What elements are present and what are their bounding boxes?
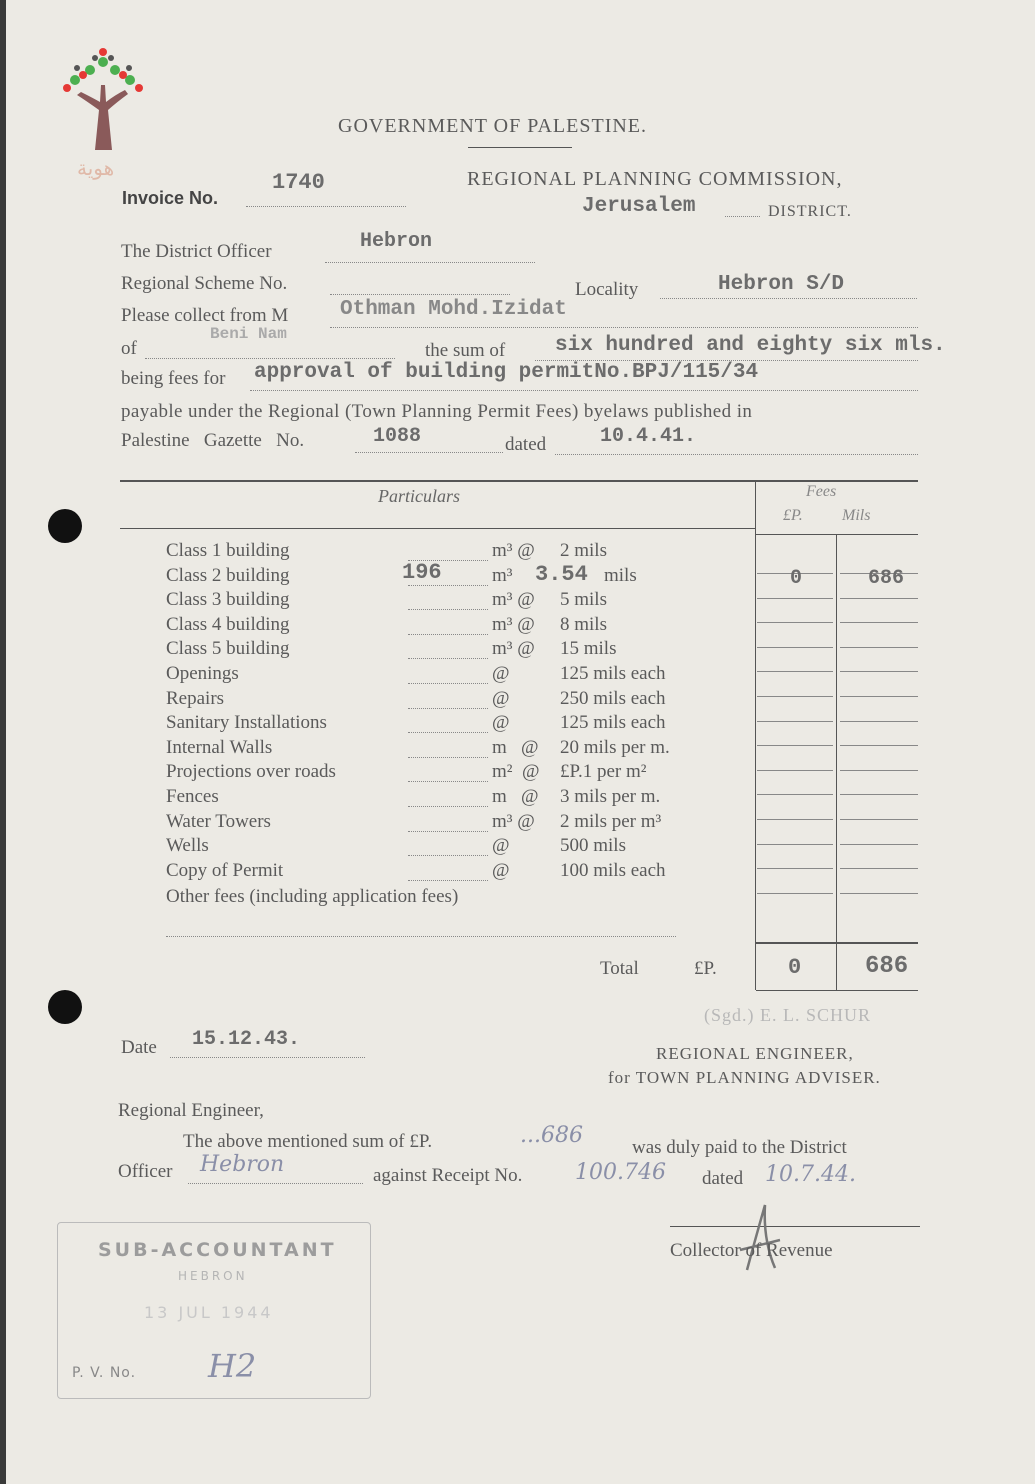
row-item: Class 2 building bbox=[166, 565, 290, 586]
row-rate: 15 mils bbox=[560, 638, 617, 659]
byelaws-text: payable under the Regional (Town Planning Permit Fees) byelaws published in bbox=[121, 401, 753, 422]
row-unit: m³ @ bbox=[492, 589, 535, 610]
row-unit: @ bbox=[492, 835, 510, 856]
pv-label: P. V. No. bbox=[72, 1365, 137, 1381]
scan-edge bbox=[0, 0, 6, 1484]
payment-line-a: The above mentioned sum of £P. bbox=[183, 1131, 433, 1152]
stamp-line-2: HEBRON bbox=[178, 1269, 248, 1283]
punch-hole bbox=[48, 990, 82, 1024]
locality-label: Locality bbox=[575, 279, 639, 300]
row-item: Class 3 building bbox=[166, 589, 290, 610]
fees-for-value: approval of building permitNo.BPJ/115/34 bbox=[254, 361, 759, 384]
logo bbox=[55, 40, 150, 180]
district-officer-value: Hebron bbox=[360, 230, 433, 253]
row-rate: 100 mils each bbox=[560, 860, 666, 881]
gazette-date: 10.4.41. bbox=[600, 425, 697, 448]
receipt-label: against Receipt No. bbox=[373, 1165, 523, 1186]
row-item: Copy of Permit bbox=[166, 860, 284, 881]
particulars-underline bbox=[120, 528, 756, 529]
row-rate: 8 mils bbox=[560, 614, 607, 635]
total-currency: £P. bbox=[694, 958, 717, 979]
row-item: Water Towers bbox=[166, 811, 271, 832]
total-bottom-rule bbox=[756, 990, 918, 991]
receipt-date: 10.7.44. bbox=[765, 1162, 856, 1187]
row-item: Class 5 building bbox=[166, 638, 290, 659]
tree-logo-icon bbox=[55, 40, 150, 155]
row-unit: m³ @ bbox=[492, 811, 535, 832]
other-fees-label: Other fees (including application fees) bbox=[166, 886, 459, 907]
stamp-date: 13 JUL 1944 bbox=[144, 1303, 274, 1322]
row-rate: 3 mils per m. bbox=[560, 786, 661, 807]
collector-signature-icon bbox=[735, 1200, 785, 1275]
total-lp: 0 bbox=[788, 955, 802, 980]
sub-accountant-stamp bbox=[57, 1222, 371, 1399]
row-item: Class 4 building bbox=[166, 614, 290, 635]
date-value: 15.12.43. bbox=[192, 1028, 301, 1051]
commission-heading: REGIONAL PLANNING COMMISSION, bbox=[467, 168, 843, 190]
row-rate: 500 mils bbox=[560, 835, 626, 856]
invoice-label: Invoice No. bbox=[122, 188, 219, 208]
row-item: Sanitary Installations bbox=[166, 712, 327, 733]
gazette-dated-label: dated bbox=[505, 434, 547, 455]
row-unit: @ bbox=[492, 688, 510, 709]
punch-hole bbox=[48, 509, 82, 543]
lp-header: £P. bbox=[783, 507, 803, 524]
row-rate: 20 mils per m. bbox=[560, 737, 670, 758]
fees-divider bbox=[836, 534, 837, 990]
mils-header: Mils bbox=[842, 507, 871, 524]
table-top-rule bbox=[120, 480, 918, 482]
heading-rule bbox=[468, 147, 572, 148]
payment-officer-label: Officer bbox=[118, 1161, 173, 1182]
government-heading: GOVERNMENT OF PALESTINE. bbox=[338, 115, 648, 137]
row-unit: m³ @ bbox=[492, 614, 535, 635]
row-unit: m @ bbox=[492, 786, 539, 807]
row-unit: m³ @ bbox=[492, 638, 535, 659]
row-qty: 196 bbox=[402, 560, 442, 585]
row-rate: 2 mils per m³ bbox=[560, 811, 662, 832]
row-item: Internal Walls bbox=[166, 737, 273, 758]
row-item: Class 1 building bbox=[166, 540, 290, 561]
row-rate: mils bbox=[604, 565, 637, 586]
signature-title-2: for TOWN PLANNING ADVISER. bbox=[608, 1068, 881, 1087]
table-divider bbox=[755, 480, 756, 990]
collect-label: Please collect from M bbox=[121, 305, 289, 326]
row-rate: 5 mils bbox=[560, 589, 607, 610]
locality-value: Hebron S/D bbox=[718, 273, 845, 296]
row-lp: 0 bbox=[790, 567, 803, 590]
total-top-rule bbox=[756, 942, 918, 944]
row-rate: 250 mils each bbox=[560, 688, 666, 709]
row-unit: m @ bbox=[492, 737, 539, 758]
row-item: Wells bbox=[166, 835, 209, 856]
row-item: Openings bbox=[166, 663, 239, 684]
invoice-number: 1740 bbox=[272, 170, 325, 195]
row-rate: 125 mils each bbox=[560, 663, 666, 684]
total-label: Total bbox=[600, 958, 639, 979]
fees-for-label: being fees for bbox=[121, 368, 226, 389]
row-unit: m³ @ bbox=[492, 540, 535, 561]
row-rate: £P.1 per m² bbox=[560, 761, 647, 782]
of-label: of bbox=[121, 338, 137, 359]
total-mils: 686 bbox=[865, 953, 909, 980]
collector-rule bbox=[670, 1226, 920, 1227]
district-value: Jerusalem bbox=[582, 195, 696, 218]
row-rate-value: 3.54 bbox=[535, 562, 588, 587]
district-officer-label: The District Officer bbox=[121, 241, 272, 262]
sum-label: the sum of bbox=[425, 340, 506, 361]
fees-header: Fees bbox=[806, 483, 837, 500]
payment-officer-value: Hebron bbox=[200, 1152, 285, 1177]
sum-value: six hundred and eighty six mls. bbox=[555, 334, 946, 357]
sgd-signature: (Sgd.) E. L. SCHUR bbox=[704, 1005, 872, 1025]
stamp-line-1: SUB-ACCOUNTANT bbox=[98, 1239, 337, 1261]
row-unit: @ bbox=[492, 860, 510, 881]
row-rate: 125 mils each bbox=[560, 712, 666, 733]
row-item: Repairs bbox=[166, 688, 225, 709]
of-value: Beni Nam bbox=[210, 325, 287, 343]
row-unit: m³ bbox=[492, 565, 513, 586]
payment-addressee: Regional Engineer, bbox=[118, 1100, 264, 1121]
gazette-label: Palestine Gazette No. bbox=[121, 430, 305, 451]
logo-text: هوية bbox=[77, 156, 115, 180]
district-label: DISTRICT. bbox=[768, 203, 852, 220]
row-unit: @ bbox=[492, 712, 510, 733]
particulars-header: Particulars bbox=[378, 486, 461, 506]
receipt-number: 100.746 bbox=[575, 1160, 666, 1185]
collector-label: Collector of Revenue bbox=[670, 1240, 833, 1261]
row-unit: @ bbox=[492, 663, 510, 684]
row-item: Projections over roads bbox=[166, 761, 336, 782]
row-unit: m² @ bbox=[492, 761, 540, 782]
gazette-number: 1088 bbox=[373, 425, 422, 448]
payment-amount: ...686 bbox=[520, 1123, 583, 1148]
receipt-dated-label: dated bbox=[702, 1168, 744, 1189]
payment-line-b: was duly paid to the District bbox=[632, 1137, 847, 1158]
signature-title-1: REGIONAL ENGINEER, bbox=[656, 1044, 854, 1063]
pv-value: H2 bbox=[208, 1347, 257, 1385]
row-rate: 2 mils bbox=[560, 540, 607, 561]
date-label: Date bbox=[121, 1037, 157, 1058]
fees-underline bbox=[756, 534, 918, 535]
scheme-label: Regional Scheme No. bbox=[121, 273, 288, 294]
row-item: Fences bbox=[166, 786, 219, 807]
row-mils: 686 bbox=[868, 567, 905, 590]
collect-value: Othman Mohd.Izidat bbox=[340, 298, 567, 321]
